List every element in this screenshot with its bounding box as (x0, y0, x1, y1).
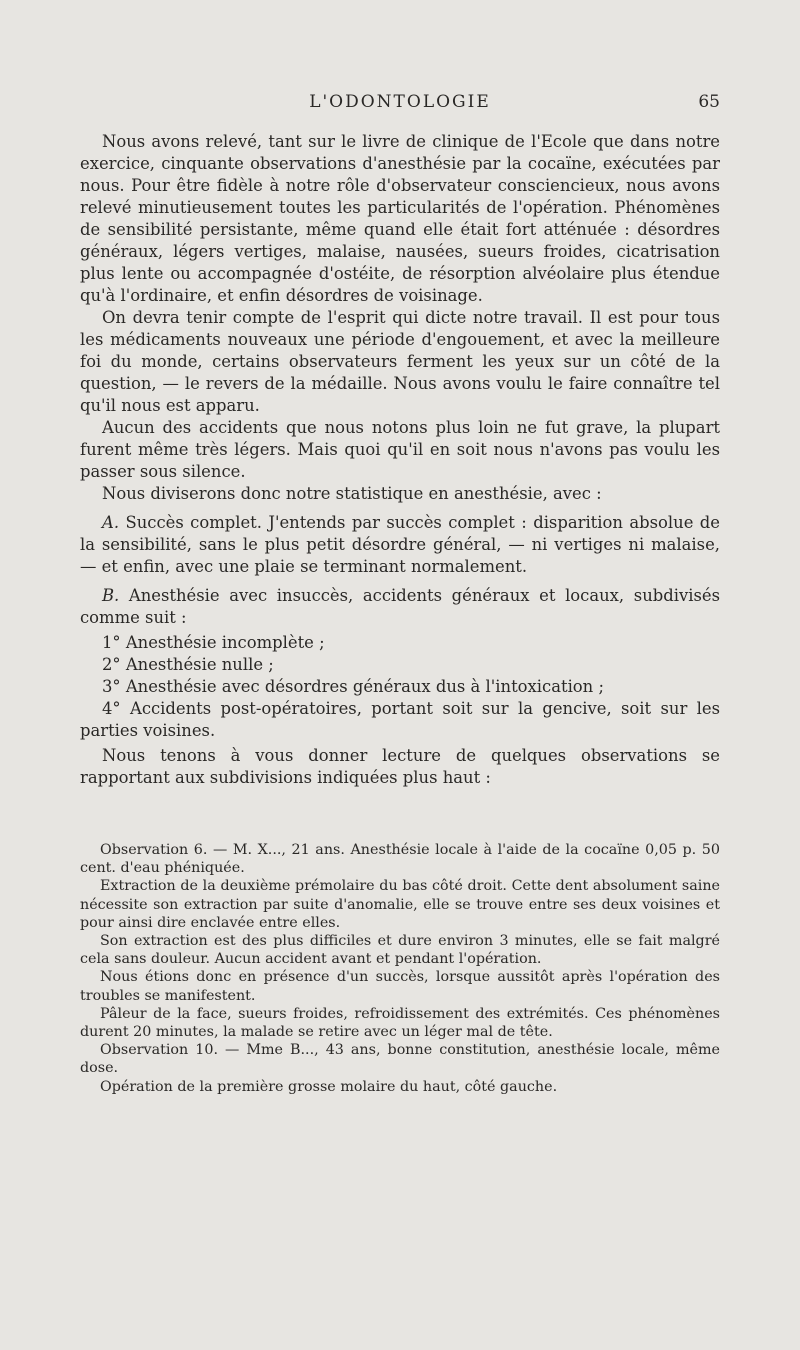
observation-6-duration: Son extraction est des plus difficiles et dure environ 3 minutes, elle se fait malgré cela sans douleur. Aucun accident avant et pendant l'opération. (80, 933, 720, 968)
subdivision-4: 4° Accidents post-opératoires, portant soit sur la gencive, soit sur les parties voisines. (80, 699, 720, 740)
observation-10-heading: Observation 10. — Mme B..., 43 ans, bonne constitution, anesthésie locale, même dose. (80, 1042, 720, 1077)
main-text (80, 131, 720, 789)
subdivision-3: 3° Anesthésie avec désordres généraux dus à l'intoxication ; (102, 677, 604, 696)
category-b-letter: B. (102, 586, 120, 605)
observation-6-symptoms: Pâleur de la face, sueurs froides, refroidissement des extrémités. Ces phénomènes durent 20 minutes, la malade se retire avec un léger mal de tête. (80, 1005, 720, 1041)
subdivision-2: 2° Anesthésie nulle ; (102, 655, 274, 674)
paragraph-statistics-intro: Nous diviserons donc notre statistique en anesthésie, avec : (102, 484, 602, 503)
paragraph-accidents: Aucun des accidents que nous notons plus loin ne fut grave, la plupart furent même très légers. Mais quoi qu'il en soit nous n'avons pas voulu les passer sous silence. (80, 418, 720, 481)
observation-6-heading: Observation 6. — M. X..., 21 ans. Anesthésie locale à l'aide de la cocaïne 0,05 p. 50 cent. d'eau phéniquée. (80, 842, 720, 877)
category-b-text: Anesthésie avec insuccès, accidents généraux et locaux, subdivisés comme suit : (80, 586, 720, 627)
paragraph-spirit-of-work: On devra tenir compte de l'esprit qui dicte notre travail. Il est pour tous les médicaments nouveaux une période d'engouement, et avec la meilleure foi du monde, certains observateurs ferment les yeux sur un côté de la question, — le revers de la médaille. Nous avons voulu le faire connaître tel qu'il nous est apparu. (80, 308, 720, 415)
observation-6-troubles: Nous étions donc en présence d'un succès, lorsque aussitôt après l'opération des troubles se manifestent. (80, 969, 720, 1004)
observation-10-operation: Opération de la première grosse molaire du haut, côté gauche. (100, 1078, 558, 1095)
category-b (80, 585, 720, 629)
category-a-text: Succès complet. J'entends par succès complet : disparition absolue de la sensibilité, sans le plus petit désordre général, — ni vertiges ni malaise, — et enfin, avec une plaie se terminant normalement. (80, 513, 720, 576)
subdivision-1: 1° Anesthésie incomplète ; (102, 633, 325, 652)
category-a-letter: A. (102, 513, 120, 532)
page-number: 65 (698, 92, 720, 112)
category-a (80, 512, 720, 578)
observations-section (80, 841, 720, 1096)
paragraph-observations-summary: Nous avons relevé, tant sur le livre de clinique de l'Ecole que dans notre exercice, cinquante observations d'anesthésie par la cocaïne, exécutées par nous. Pour être fidèle à notre rôle d'observateur consciencieux, nous avons relevé minutieusement toutes les particularités de l'opération. Phénomènes de sensibilité persistante, même quand elle était fort atténuée : désordres généraux, légers vertiges, malaise, nausées, sueurs froides, cicatrisation plus lente ou accompagnée d'ostéite, de résorption alvéolaire plus étendue qu'à l'ordinaire, et enfin désordres de voisinage. (80, 132, 720, 305)
running-header (80, 92, 720, 120)
observation-6-extraction: Extraction de la deuxième prémolaire du bas côté droit. Cette dent absolument saine nécessite son extraction par suite d'anomalie, elle se trouve entre ses deux voisines et pour ainsi dire enclavée entre elles. (80, 878, 720, 931)
paragraph-reading-intro: Nous tenons à vous donner lecture de quelques observations se rapportant aux subdivisions indiquées plus haut : (80, 746, 720, 787)
running-title: L'ODONTOLOGIE (309, 92, 491, 112)
